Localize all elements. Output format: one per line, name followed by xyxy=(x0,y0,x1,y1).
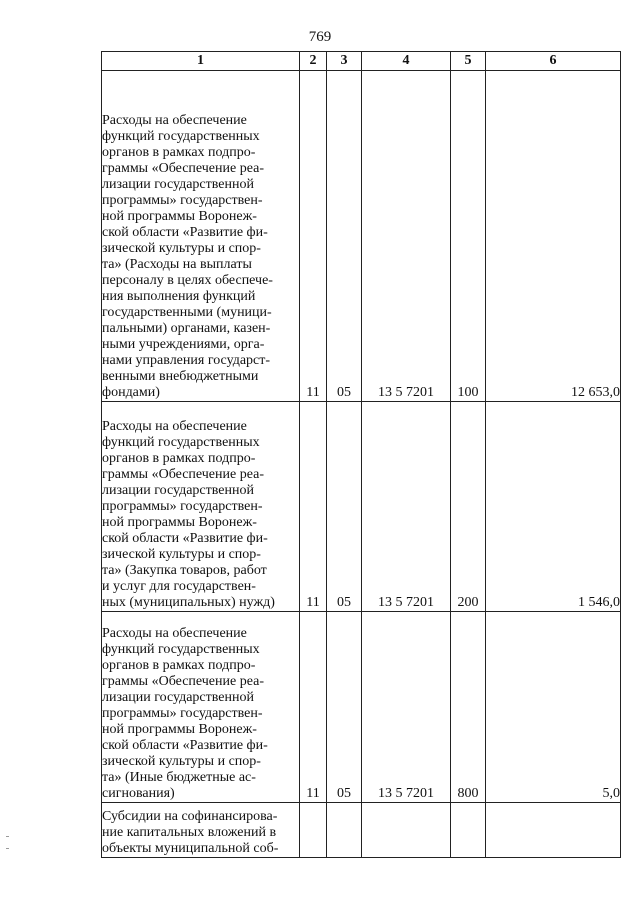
description-line: зической культуры и спор- xyxy=(102,547,261,562)
expense-description xyxy=(102,612,300,803)
description-line: граммы «Обеспечение реа- xyxy=(102,674,264,689)
description-line: ской области «Развитие фи- xyxy=(102,225,268,240)
description-line: и услуг для государствен- xyxy=(102,579,256,594)
table-row xyxy=(102,803,621,858)
description-line: лизации государственной xyxy=(102,690,254,705)
description-line: лизации государственной xyxy=(102,483,254,498)
description-line: сигнования) xyxy=(102,786,175,801)
expense-type-code xyxy=(451,803,486,858)
description-line: граммы «Обеспечение реа- xyxy=(102,467,264,482)
target-article-code xyxy=(362,803,451,858)
amount xyxy=(486,803,621,858)
description-line: Расходы на обеспечение xyxy=(102,419,247,434)
column-header-2: 2 xyxy=(300,52,327,71)
scan-margin-mark xyxy=(6,836,9,837)
table-row xyxy=(102,402,621,612)
description-line: та» (Иные бюджетные ас- xyxy=(102,770,256,785)
column-header-5: 5 xyxy=(451,52,486,71)
expense-description xyxy=(102,803,300,858)
target-article-code: 13 5 7201 xyxy=(362,71,451,402)
amount: 5,0 xyxy=(486,612,621,803)
column-header-6: 6 xyxy=(486,52,621,71)
description-line: органов в рамках подпро- xyxy=(102,145,256,160)
target-article-code: 13 5 7201 xyxy=(362,402,451,612)
expense-type-code: 800 xyxy=(451,612,486,803)
description-line: ной программы Воронеж- xyxy=(102,515,257,530)
description-line: Расходы на обеспечение xyxy=(102,626,247,641)
subsection-code xyxy=(327,803,362,858)
section-code xyxy=(300,803,327,858)
description-line: программы» государствен- xyxy=(102,499,263,514)
table-row xyxy=(102,612,621,803)
description-line: граммы «Обеспечение реа- xyxy=(102,161,264,176)
page-number: 769 xyxy=(308,29,332,45)
description-line: ной программы Воронеж- xyxy=(102,722,257,737)
description-line: венными внебюджетными xyxy=(102,369,259,384)
description-line: та» (Расходы на выплаты xyxy=(102,257,252,272)
description-line: программы» государствен- xyxy=(102,706,263,721)
description-line: государственными (муници- xyxy=(102,305,272,320)
description-line: зической культуры и спор- xyxy=(102,754,261,769)
column-header-1: 1 xyxy=(102,52,300,71)
description-line: ных (муниципальных) нужд) xyxy=(102,595,275,610)
description-line: ние капитальных вложений в xyxy=(102,825,277,840)
column-header-4: 4 xyxy=(362,52,451,71)
expense-type-code: 100 xyxy=(451,71,486,402)
table-row xyxy=(102,71,621,402)
subsection-code: 05 xyxy=(327,612,362,803)
description-line: органов в рамках подпро- xyxy=(102,658,256,673)
expense-type-code: 200 xyxy=(451,402,486,612)
amount: 12 653,0 xyxy=(486,71,621,402)
description-line: ными учреждениями, орга- xyxy=(102,337,265,352)
subsection-code: 05 xyxy=(327,402,362,612)
description-line: фондами) xyxy=(102,385,160,400)
description-line: ния выполнения функций xyxy=(102,289,256,304)
description-line: зической культуры и спор- xyxy=(102,241,261,256)
description-line: Расходы на обеспечение xyxy=(102,113,247,128)
section-code: 11 xyxy=(300,402,327,612)
description-line: ной программы Воронеж- xyxy=(102,209,257,224)
expense-description xyxy=(102,402,300,612)
expense-description xyxy=(102,71,300,402)
column-header-3: 3 xyxy=(327,52,362,71)
description-line: программы» государствен- xyxy=(102,193,263,208)
description-line: функций государственных xyxy=(102,129,260,144)
target-article-code: 13 5 7201 xyxy=(362,612,451,803)
description-line: пальными) органами, казен- xyxy=(102,321,271,336)
description-line: лизации государственной xyxy=(102,177,254,192)
section-code: 11 xyxy=(300,71,327,402)
description-line: объекты муниципальной соб- xyxy=(102,841,279,856)
description-line: нами управления государст- xyxy=(102,353,271,368)
budget-table xyxy=(101,51,621,858)
header-row xyxy=(102,52,621,71)
subsection-code: 05 xyxy=(327,71,362,402)
description-line: ской области «Развитие фи- xyxy=(102,738,268,753)
amount: 1 546,0 xyxy=(486,402,621,612)
section-code: 11 xyxy=(300,612,327,803)
description-line: персоналу в целях обеспече- xyxy=(102,273,273,288)
description-line: органов в рамках подпро- xyxy=(102,451,256,466)
description-line: функций государственных xyxy=(102,642,260,657)
description-line: та» (Закупка товаров, работ xyxy=(102,563,267,578)
scan-margin-mark xyxy=(6,848,9,849)
description-line: ской области «Развитие фи- xyxy=(102,531,268,546)
description-line: функций государственных xyxy=(102,435,260,450)
description-line: Субсидии на софинансирова- xyxy=(102,809,278,824)
